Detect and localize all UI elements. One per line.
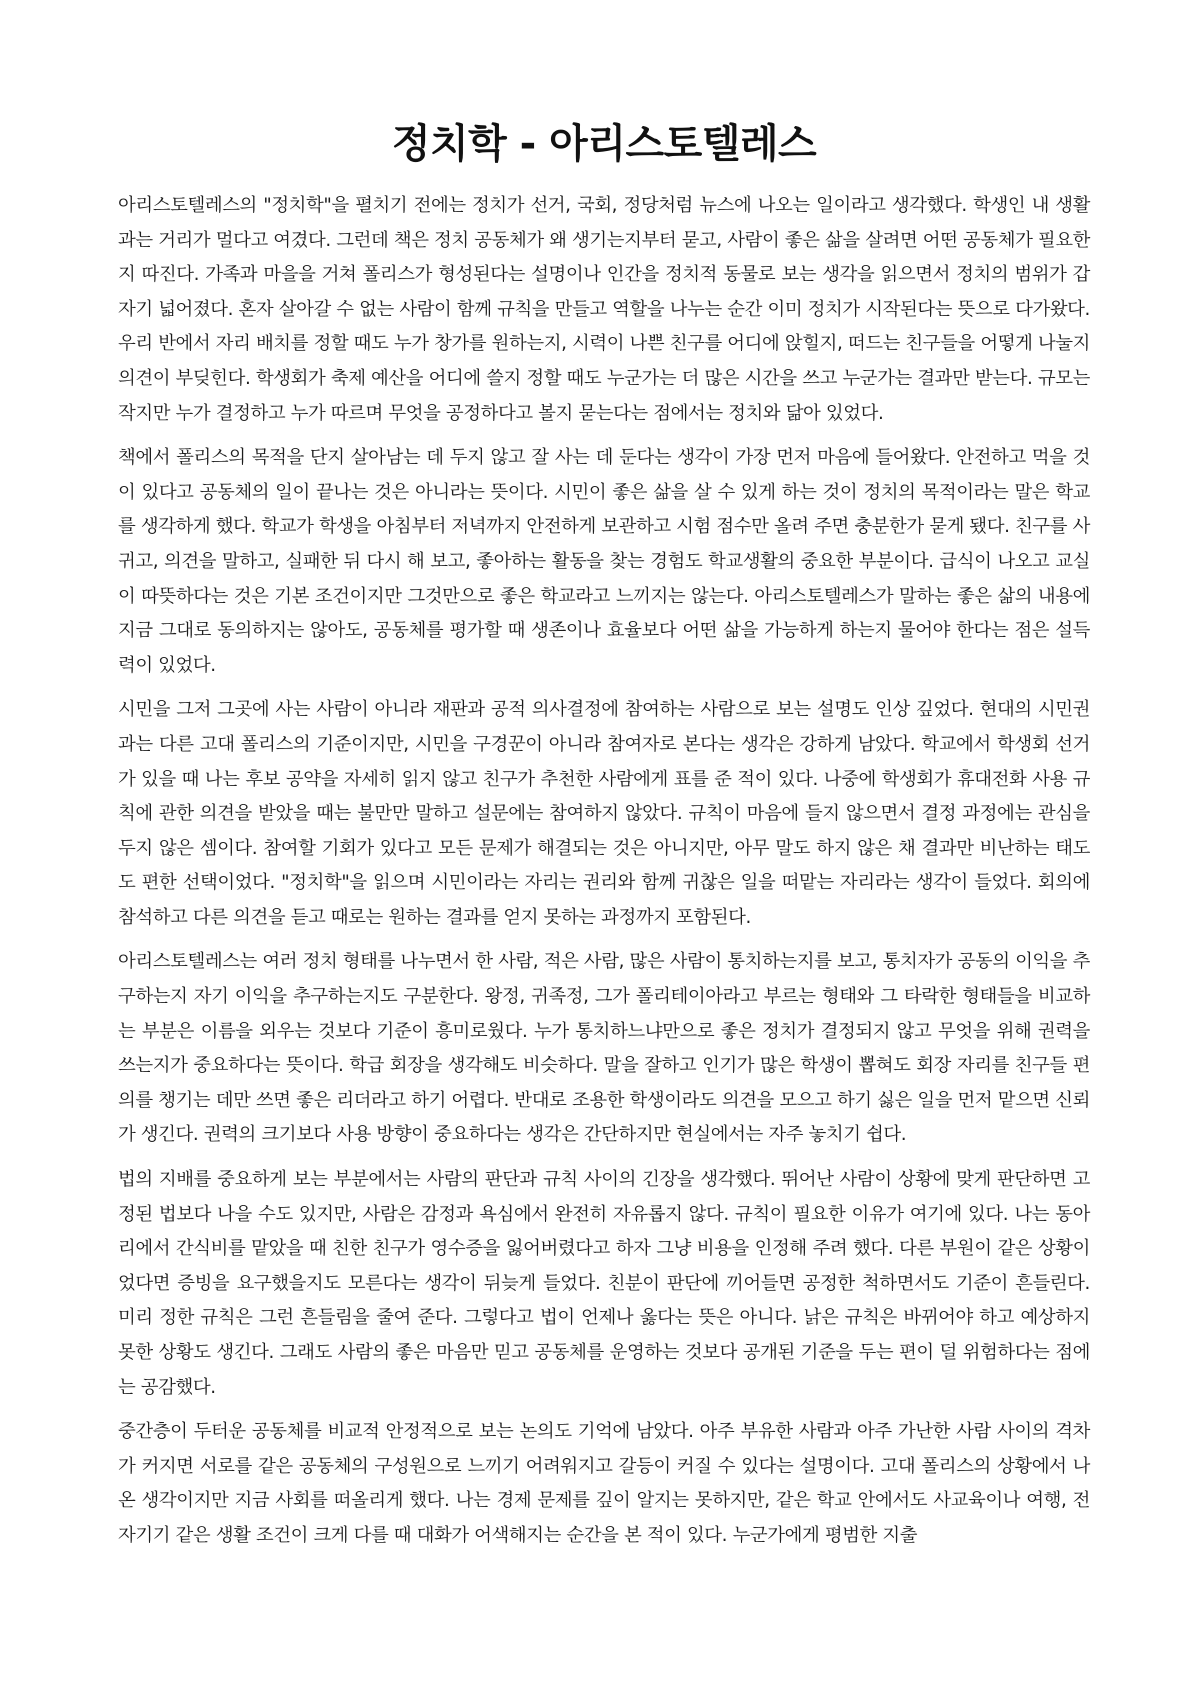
body-paragraph-1: 아리스토텔레스의 "정치학"을 펼치기 전에는 정치가 선거, 국회, 정당처럼 뉴스에 나오는 일이라고 생각했다. 학생인 내 생활과는 거리가 멀다고 여겼다. 그런데 책은 정치 공동체가 왜 생기는지부터 묻고, 사람이 좋은 삶을 살려면 어떤 공동체가 필요한지 따진다. 가족과 마을을 거쳐 폴리스가 형성된다는 설명이나 인간을 정치적 동물로 보는 생각을 읽으면서 정치의 범위가 갑자기 넓어졌다. 혼자 살아갈 수 없는 사람이 함께 규칙을 만들고 역할을 나누는 순간 이미 정치가 시작된다는 뜻으로 다가왔다. 우리 반에서 자리 배치를 정할 때도 누가 창가를 원하는지, 시력이 나쁜 친구를 어디에 앉힐지, 떠드는 친구들을 어떻게 나눌지 의견이 부딪힌다. 학생회가 축제 예산을 어디에 쓸지 정할 때도 누군가는 더 많은 시간을 쓰고 누군가는 결과만 받는다. 규모는 작지만 누가 결정하고 누가 따르며 무엇을 공정하다고 볼지 묻는다는 점에서는 정치와 닮아 있었다.	[118, 195, 1090, 424]
body-paragraph-4: 아리스토텔레스는 여러 정치 형태를 나누면서 한 사람, 적은 사람, 많은 사람이 통치하는지를 보고, 통치자가 공동의 이익을 추구하는지 자기 이익을 추구하는지도 구분한다. 왕정, 귀족정, 그가 폴리테이아라고 부르는 형태와 그 타락한 형태들을 비교하는 부분은 이름을 외우는 것보다 기준이 흥미로웠다. 누가 통치하느냐만으로 좋은 정치가 결정되지 않고 무엇을 위해 권력을 쓰는지가 중요하다는 뜻이다. 학급 회장을 생각해도 비슷하다. 말을 잘하고 인기가 많은 학생이 뽑혀도 회장 자리를 친구들 편의를 챙기는 데만 쓰면 좋은 리더라고 하기 어렵다. 반대로 조용한 학생이라도 의견을 모으고 하기 싫은 일을 먼저 맡으면 신뢰가 생긴다. 권력의 크기보다 사용 방향이 중요하다는 생각은 간단하지만 현실에서는 자주 놓치기 쉽다.	[118, 951, 1090, 1146]
body-paragraph-3: 시민을 그저 그곳에 사는 사람이 아니라 재판과 공적 의사결정에 참여하는 사람으로 보는 설명도 인상 깊었다. 현대의 시민권과는 다른 고대 폴리스의 기준이지만, 시민을 구경꾼이 아니라 참여자로 본다는 생각은 강하게 남았다. 학교에서 학생회 선거가 있을 때 나는 후보 공약을 자세히 읽지 않고 친구가 추천한 사람에게 표를 준 적이 있다. 나중에 학생회가 휴대전화 사용 규칙에 관한 의견을 받았을 때는 불만만 말하고 설문에는 참여하지 않았다. 규칙이 마음에 들지 않으면서 결정 과정에는 관심을 두지 않은 셈이다. 참여할 기회가 있다고 모든 문제가 해결되는 것은 아니지만, 아무 말도 하지 않은 채 결과만 비난하는 태도도 편한 선택이었다. "정치학"을 읽으며 시민이라는 자리는 권리와 함께 귀찮은 일을 떠맡는 자리라는 생각이 들었다. 회의에 참석하고 다른 의견을 듣고 때로는 원하는 결과를 얻지 못하는 과정까지 포함된다.	[118, 699, 1090, 928]
body-paragraph-2: 책에서 폴리스의 목적을 단지 살아남는 데 두지 않고 잘 사는 데 둔다는 생각이 가장 먼저 마음에 들어왔다. 안전하고 먹을 것이 있다고 공동체의 일이 끝나는 것은 아니라는 뜻이다. 시민이 좋은 삶을 살 수 있게 하는 것이 정치의 목적이라는 말은 학교를 생각하게 했다. 학교가 학생을 아침부터 저녁까지 안전하게 보관하고 시험 점수만 올려 주면 충분한가 묻게 됐다. 친구를 사귀고, 의견을 말하고, 실패한 뒤 다시 해 보고, 좋아하는 활동을 찾는 경험도 학교생활의 중요한 부분이다. 급식이 나오고 교실이 따뜻하다는 것은 기본 조건이지만 그것만으로 좋은 학교라고 느끼지는 않는다. 아리스토텔레스가 말하는 좋은 삶의 내용에 지금 그대로 동의하지는 않아도, 공동체를 평가할 때 생존이나 효율보다 어떤 삶을 가능하게 하는지 물어야 한다는 점은 설득력이 있었다.	[118, 447, 1090, 676]
body-paragraph-5: 법의 지배를 중요하게 보는 부분에서는 사람의 판단과 규칙 사이의 긴장을 생각했다. 뛰어난 사람이 상황에 맞게 판단하면 고정된 법보다 나을 수도 있지만, 사람은 감정과 욕심에서 완전히 자유롭지 않다. 규칙이 필요한 이유가 여기에 있다. 나는 동아리에서 간식비를 맡았을 때 친한 친구가 영수증을 잃어버렸다고 하자 그냥 비용을 인정해 주려 했다. 다른 부원이 같은 상황이었다면 증빙을 요구했을지도 모른다는 생각이 뒤늦게 들었다. 친분이 판단에 끼어들면 공정한 척하면서도 기준이 흔들린다. 미리 정한 규칙은 그런 흔들림을 줄여 준다. 그렇다고 법이 언제나 옳다는 뜻은 아니다. 낡은 규칙은 바뀌어야 하고 예상하지 못한 상황도 생긴다. 그래도 사람의 좋은 마음만 믿고 공동체를 운영하는 것보다 공개된 기준을 두는 편이 덜 위험하다는 점에는 공감했다.	[118, 1169, 1090, 1398]
document-title: 정치학 - 아리스토텔레스	[391, 121, 817, 167]
body-paragraph-6: 중간층이 두터운 공동체를 비교적 안정적으로 보는 논의도 기억에 남았다. 아주 부유한 사람과 아주 가난한 사람 사이의 격차가 커지면 서로를 같은 공동체의 구성원으로 느끼기 어려워지고 갈등이 커질 수 있다는 설명이다. 고대 폴리스의 상황에서 나온 생각이지만 지금 사회를 떠올리게 했다. 나는 경제 문제를 깊이 알지는 못하지만, 같은 학교 안에서도 사교육이나 여행, 전자기기 같은 생활 조건이 크게 다를 때 대화가 어색해지는 순간을 본 적이 있다. 누군가에게 평범한 지출	[118, 1421, 1090, 1546]
